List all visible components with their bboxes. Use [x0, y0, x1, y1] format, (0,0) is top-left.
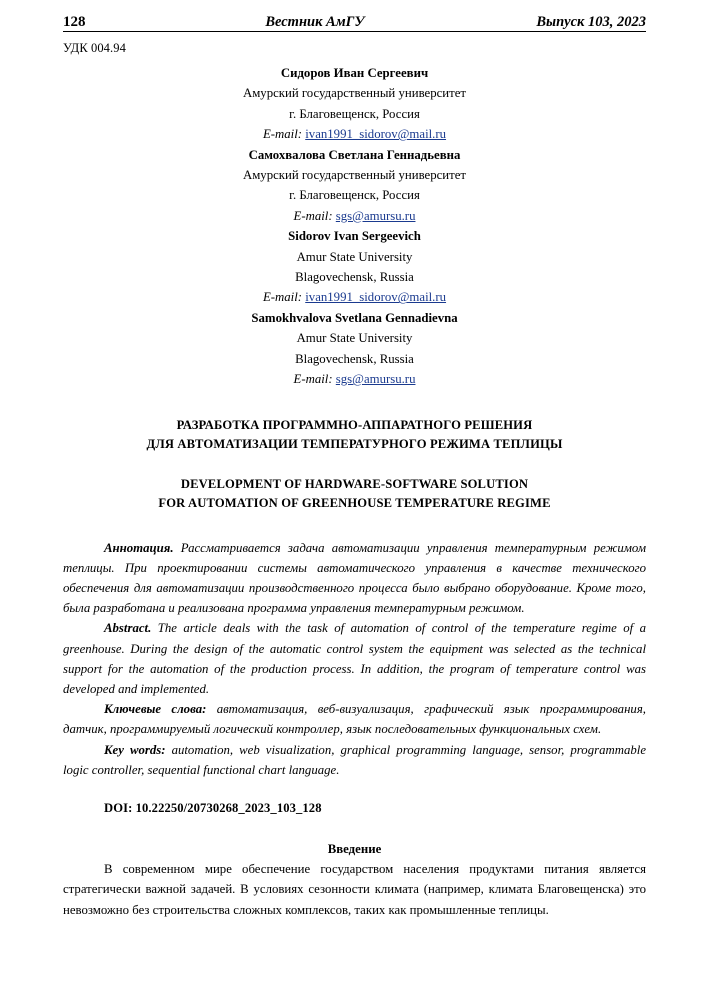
udc-code: УДК 004.94 — [63, 41, 126, 55]
email-link[interactable]: ivan1991_sidorov@mail.ru — [305, 127, 447, 142]
author-city: г. Благовещенск, Россия — [289, 188, 420, 203]
keywords-en — [63, 740, 646, 780]
abstract-ru-label: Аннотация. — [104, 540, 174, 555]
email-link[interactable]: sgs@amursu.ru — [335, 372, 416, 387]
keywords-en-label: Key words: — [104, 742, 166, 757]
author-name: Самохвалова Светлана Геннадьевна — [248, 147, 461, 162]
email-label: E-mail: — [293, 208, 333, 223]
abstract-ru-text: Рассматривается задача автоматизации управления температурным режимом теплицы. При проектировании системы автоматического управления в качестве технического обеспечения для автоматизации производственного процесса было выбрано оборудование. Кроме того, была разработана и реализована программа управления температурным режимом. — [63, 540, 646, 616]
author-block-en — [63, 226, 646, 389]
author-city: Blagovechensk, Russia — [295, 351, 414, 366]
email-link[interactable]: ivan1991_sidorov@mail.ru — [305, 290, 447, 305]
abstract-ru — [63, 538, 646, 619]
keywords-en-text: automation, web visualization, graphical programming language, sensor, programmable logic controller, sequential functional chart language. — [63, 742, 646, 777]
keywords-ru-label: Ключевые слова: — [104, 702, 207, 717]
article-title-ru — [63, 416, 646, 454]
title-line: ДЛЯ АВТОМАТИЗАЦИИ ТЕМПЕРАТУРНОГО РЕЖИМА ТЕПЛИЦЫ — [146, 436, 563, 451]
author-city: Blagovechensk, Russia — [295, 270, 414, 285]
header-divider — [63, 31, 646, 32]
title-line: DEVELOPMENT OF HARDWARE-SOFTWARE SOLUTION — [180, 476, 529, 491]
running-head — [63, 0, 646, 30]
author-name: Sidorov Ivan Sergeevich — [288, 229, 421, 244]
page-content-column — [63, 0, 646, 920]
abstract-en — [63, 618, 646, 699]
journal-title: Вестник АмГУ — [265, 14, 365, 30]
article-title-en — [63, 475, 646, 513]
author-affiliation: Amur State University — [296, 331, 413, 346]
title-line: FOR AUTOMATION OF GREENHOUSE TEMPERATURE REGIME — [158, 495, 551, 510]
page-number: 128 — [63, 14, 86, 30]
abstract-en-text: The article deals with the task of automation of control of the temperature regime of a greenhouse. During the design of the automatic control system the equipment was selected as the technical support for the automation of the production process. In addition, the program of temperature control was developed and implemented. — [63, 621, 646, 696]
email-label: E-mail: — [262, 127, 303, 142]
author-block-ru — [63, 63, 646, 226]
author-email-row — [63, 369, 646, 389]
author-city: г. Благовещенск, Россия — [289, 106, 420, 121]
author-affiliation: Амурский государственный университет — [242, 168, 467, 183]
abstract-section — [63, 538, 646, 780]
abstract-en-label: Abstract. — [104, 621, 152, 636]
email-link[interactable]: sgs@amursu.ru — [335, 208, 416, 223]
keywords-ru — [63, 699, 646, 739]
email-label: E-mail: — [262, 290, 303, 305]
section-heading-introduction: Введение — [327, 841, 382, 856]
author-email-row — [63, 206, 646, 226]
title-line: РАЗРАБОТКА ПРОГРАММНО-АППАРАТНОГО РЕШЕНИЯ — [176, 417, 533, 432]
email-label: E-mail: — [293, 372, 333, 387]
author-name: Сидоров Иван Сергеевич — [280, 66, 429, 80]
keywords-ru-text: автоматизация, веб-визуализация, графический язык программирования, датчик, программируемый логический контроллер, язык последовательных функциональных схем. — [63, 702, 646, 737]
author-email-row — [63, 287, 646, 307]
author-affiliation: Amur State University — [296, 249, 413, 264]
author-affiliation: Амурский государственный университет — [242, 86, 467, 101]
author-name: Samokhvalova Svetlana Gennadievna — [251, 310, 458, 325]
author-email-row — [63, 124, 646, 144]
introduction-paragraph: В современном мире обеспечение государством населения продуктами питания является стратегически важной задачей. В условиях сезонности климата (например, климата Благовещенска) это невозможно без строительства сложных комплексов, таких как промышленные теплицы. — [63, 861, 646, 917]
doi: DOI: 10.22250/20730268_2023_103_128 — [104, 800, 322, 815]
issue-number: Выпуск 103, 2023 — [536, 14, 646, 30]
